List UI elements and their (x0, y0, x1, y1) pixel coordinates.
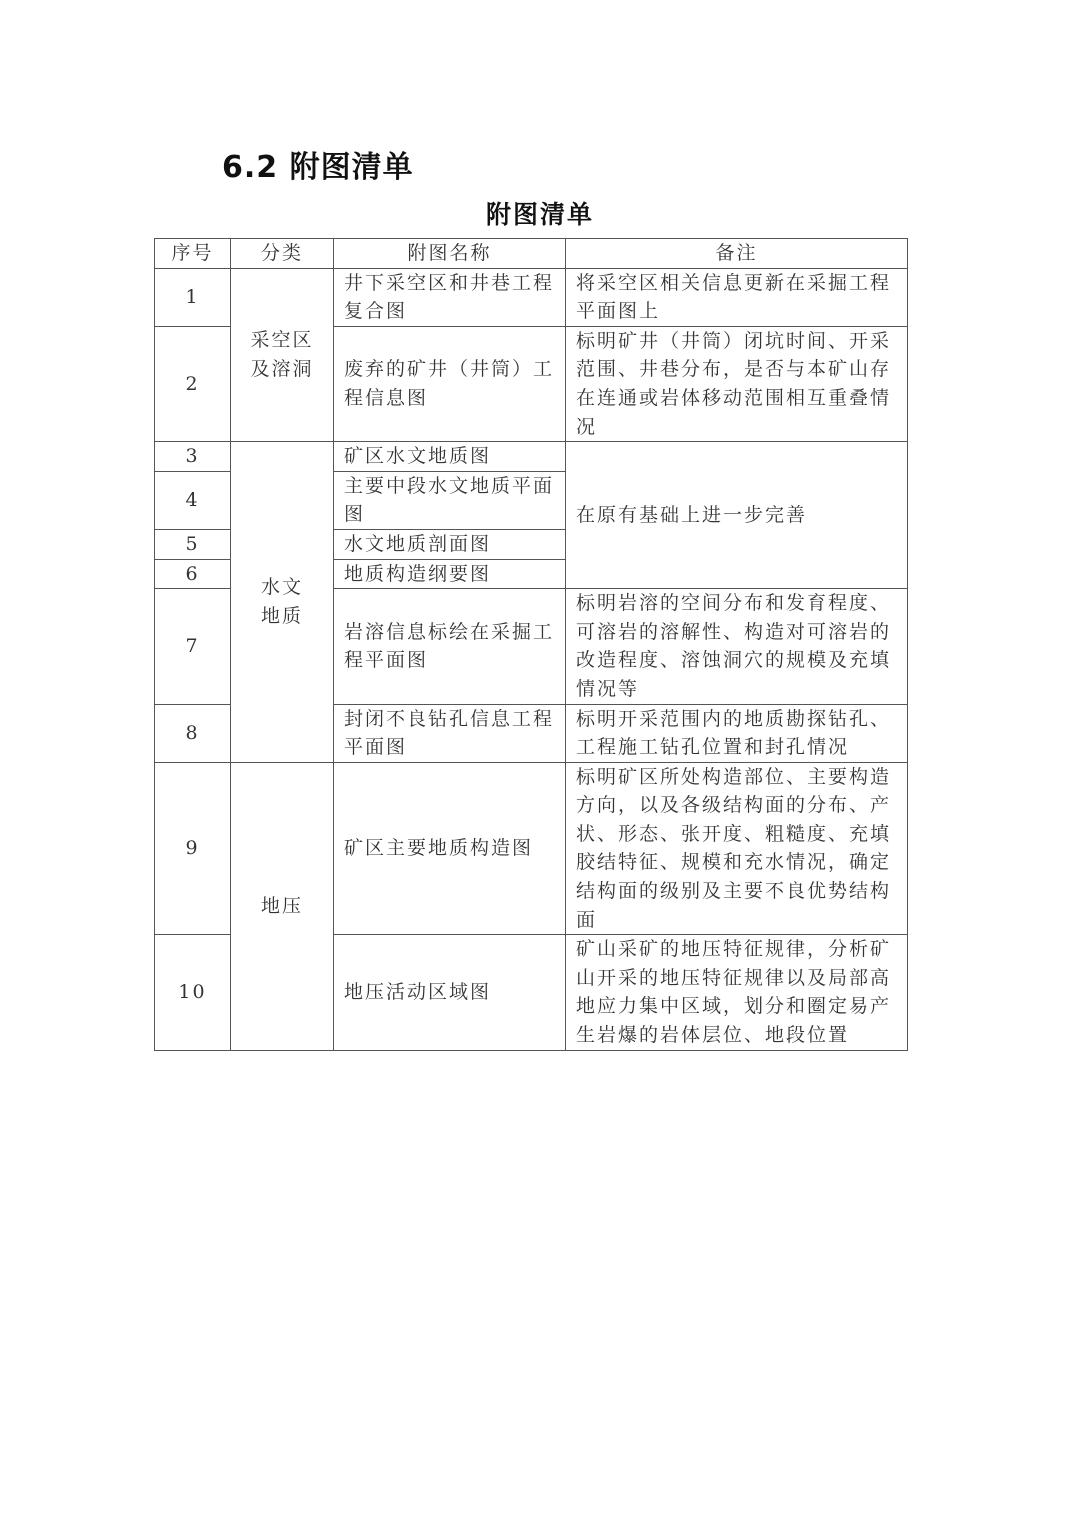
figure-name: 矿区主要地质构造图 (334, 762, 566, 935)
row-number: 10 (155, 935, 231, 1050)
remark: 标明矿井（井筒）闭坑时间、开采范围、井巷分布，是否与本矿山存在连通或岩体移动范围相互重叠情况 (566, 326, 908, 441)
table-header-row (155, 239, 908, 269)
category-cell (231, 268, 334, 442)
remark: 将采空区相关信息更新在采掘工程平面图上 (566, 268, 908, 326)
figure-name: 地质构造纲要图 (334, 559, 566, 589)
figure-name: 封闭不良钻孔信息工程平面图 (334, 704, 566, 762)
row-number: 8 (155, 704, 231, 762)
category-cell (231, 442, 334, 763)
remark: 标明岩溶的空间分布和发育程度、可溶岩的溶解性、构造对可溶岩的改造程度、溶蚀洞穴的规模及充填情况等 (566, 589, 908, 704)
row-number: 4 (155, 471, 231, 529)
category-hydro: 水文 地质 (260, 576, 303, 627)
remark: 标明开采范围内的地质勘探钻孔、工程施工钻孔位置和封孔情况 (566, 704, 908, 762)
figure-name: 井下采空区和井巷工程复合图 (334, 268, 566, 326)
table-row (155, 268, 908, 326)
figure-name: 水文地质剖面图 (334, 529, 566, 559)
row-number: 7 (155, 589, 231, 704)
remark: 标明矿区所处构造部位、主要构造方向，以及各级结构面的分布、产状、形态、张开度、粗糙度、充填胶结特征、规模和充水情况，确定结构面的级别及主要不良优势结构面 (566, 762, 908, 935)
category-pressure: 地压 (260, 894, 303, 917)
figure-name: 矿区水文地质图 (334, 442, 566, 472)
column-header-figure-name: 附图名称 (334, 239, 566, 269)
figure-list-table (154, 238, 908, 1051)
row-number: 1 (155, 268, 231, 326)
figure-name: 废弃的矿井（井筒）工程信息图 (334, 326, 566, 441)
figure-name: 地压活动区域图 (334, 935, 566, 1050)
column-header-number: 序号 (155, 239, 231, 269)
figure-name: 主要中段水文地质平面图 (334, 471, 566, 529)
row-number: 3 (155, 442, 231, 472)
row-number: 2 (155, 326, 231, 441)
table-row (155, 442, 908, 472)
row-number: 6 (155, 559, 231, 589)
row-number: 5 (155, 529, 231, 559)
section-heading: 6.2 附图清单 (222, 150, 414, 185)
column-header-category: 分类 (231, 239, 334, 269)
table-title: 附图清单 (485, 200, 594, 229)
category-cell (231, 762, 334, 1050)
remark: 在原有基础上进一步完善 (566, 442, 908, 589)
row-number: 9 (155, 762, 231, 935)
figure-name: 岩溶信息标绘在采掘工程平面图 (334, 589, 566, 704)
table-row (155, 762, 908, 935)
remark: 矿山采矿的地压特征规律，分析矿山开采的地压特征规律以及局部高地应力集中区域，划分和圈定易产生岩爆的岩体层位、地段位置 (566, 935, 908, 1050)
column-header-remark: 备注 (566, 239, 908, 269)
category-goaf: 采空区 及溶洞 (250, 329, 314, 380)
